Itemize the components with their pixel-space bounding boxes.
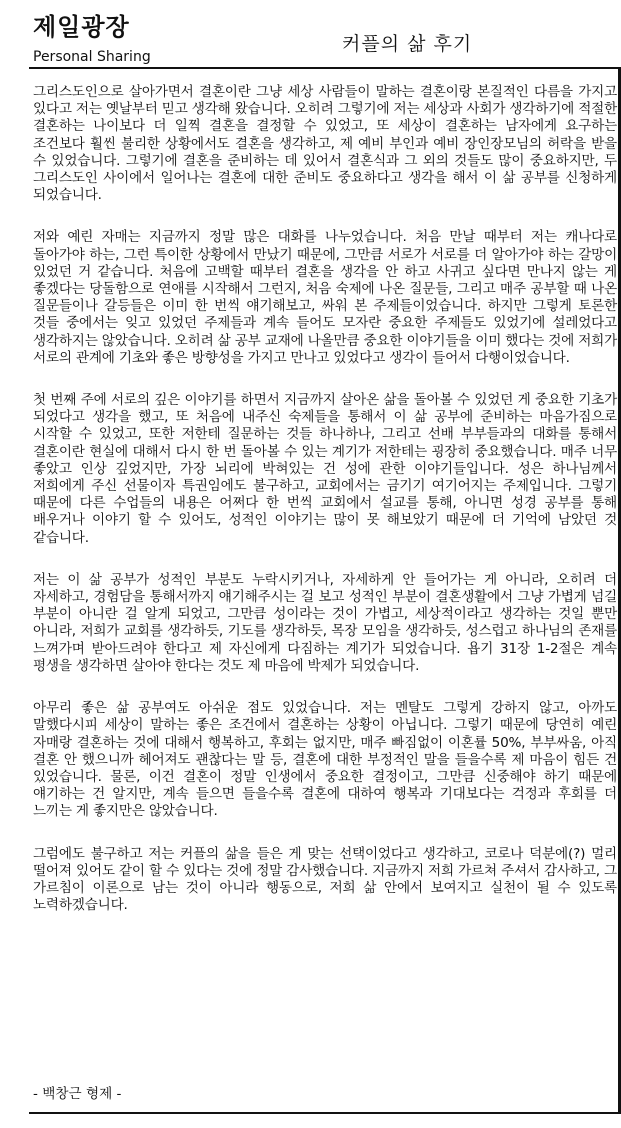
article-body <box>33 84 617 939</box>
paragraph-3: 첫 번째 주에 서로의 깊은 이야기를 하면서 지금까지 살아온 삶을 돌아볼 수 있었던 게 중요한 기초가 되었다고 생각을 했고, 또 처음에 내주신 숙제들을 통해서 이 삶 공부에 준비하는 마음가짐으로 시작할 수 있었고, 또한 저한테 질문하는 것들 하나하나, 그리고 선배 부부들과의 대화를 통해서 결혼이란 현실에 대해서 다시 한 번 돌아볼 수 있는 계기가 저한테는 굉장히 중요했습니다. 매주 너무 좋았고 인상 깊었지만, 가장 뇌리에 박혀있는 건 성에 관한 이야기들입니다. 성은 하나님께서 저희에게 주신 선물이자 특권임에도 불구하고, 교회에서는 금기기 여기어지는 주제입니다. 그렇기 때문에 다른 수업들의 내용은 어쩌다 한 번씩 교회에서 설교를 통해, 아니면 성경 공부를 통해 배우거나 이야기 할 수 있어도, 성적인 이야기는 많이 못 해보았기 때문에 더 기억에 남았던 것 같습니다. <box>33 392 617 546</box>
header-divider <box>29 67 621 69</box>
paragraph-4: 저는 이 삶 공부가 성적인 부분도 누락시키거나, 자세하게 안 들어가는 게 아니라, 오히려 더 자세하고, 경험담을 통해서까지 얘기해주시는 걸 보고 성적인 부분이 결혼생활에서 그냥 가볍게 넘길 부분이 아니란 걸 알게 되었고, 그만큼 성이라는 것이 가볍고, 세상적이라고 생각하는 것일 뿐만 아니라, 저희가 교회를 생각하듯, 기도를 생각하듯, 목장 모임을 생각하듯, 성스럽고 하나님의 존재를 느껴가며 받아드려야 한다고 제 자신에게 다짐하는 계기가 되었습니다. 욥기 31장 1-2절은 계속 평생을 생각하면 살아야 한다는 것도 제 마음에 박제가 되었습니다. <box>33 571 617 674</box>
brand-korean-title: 제일광장 <box>33 13 130 41</box>
author-signature: - 백창근 형제 - <box>33 1086 122 1102</box>
article-title: 커플의 삶 후기 <box>342 33 473 55</box>
paragraph-6: 그럼에도 불구하고 저는 커플의 삶을 들은 게 맞는 선택이었다고 생각하고, 코로나 덕분에(?) 멀리 떨어져 있어도 같이 할 수 있다는 것에 정말 감사했습니다. 지금까지 저희 가르쳐 주셔서 감사하고, 그 가르침이 이론으로 남는 것이 아니라 행동으로, 저희 삶 안에서 보여지고 실천이 될 수 있도록 노력하겠습니다. <box>33 845 617 914</box>
page-header <box>0 0 621 68</box>
paragraph-5: 아무리 좋은 삶 공부여도 아쉬운 점도 있었습니다. 저는 멘탈도 그렇게 강하지 않고, 아까도 말했다시피 세상이 말하는 좋은 조건에서 결혼하는 상황이 아닙니다. 그렇기 때문에 당연히 예린 자매랑 결혼하는 것에 대해서 행복하고, 후회는 없지만, 매주 빠짐없이 이혼률 50%, 부부싸움, 아직 결혼 안 했으니까 헤어져도 괜찮다는 말 등, 결혼에 대한 부정적인 말을 들을수록 제 마음이 힘든 건 있었습니다. 물론, 이건 결혼이 정말 인생에서 중요한 결정이고, 그만큼 신중해야 하기 때문에 얘기하는 건 알지만, 계속 들으면 들을수록 결혼에 대하여 행복과 기대보다는 걱정과 후회를 더 느끼는 게 좋지만은 않았습니다. <box>33 700 617 820</box>
brand-english-subtitle: Personal Sharing <box>33 49 151 65</box>
footer-divider <box>29 1112 621 1114</box>
paragraph-1: 그리스도인으로 살아가면서 결혼이란 그냥 세상 사람들이 말하는 결혼이랑 본질적인 다름을 가지고 있다고 저는 옛날부터 믿고 생각해 왔습니다. 오히려 그렇기에 저는 세상과 사회가 생각하기에 적절한 결혼하는 나이보다 더 일찍 결혼을 결정할 수 있었고, 또 세상이 결혼하는 남자에게 요구하는 조건보다 훨씬 불리한 상황에서도 결혼을 생각하고, 제 예비 부인과 예비 장인장모님의 허락을 받을 수 있었습니다. 그렇기에 결혼을 준비하는 데 있어서 결혼식과 그 외의 것들도 많이 중요하지만, 두 그리스도인 사이에서 일어나는 결혼에 대한 준비도 중요하다고 생각을 해서 이 삶 공부를 신청하게 되었습니다. <box>33 84 617 204</box>
paragraph-2: 저와 예린 자매는 지금까지 정말 많은 대화를 나누었습니다. 처음 만날 때부터 저는 캐나다로 돌아가야 하는, 그런 특이한 상황에서 만났기 때문에, 그만큼 서로가 서로를 더 알아가야 하는 갈망이 있었던 거 같습니다. 처음에 고백할 때부터 결혼을 생각을 안 하고 사귀고 싶다면 만나지 않는 게 좋겠다는 당돌함으로 연애를 시작해서 그런지, 처음 숙제에 나온 질문들, 그리고 매주 공부할 때 나온 질문들이나 갈등들은 이미 한 번씩 얘기해보고, 싸워 본 주제들이었습니다. 하지만 그렇게 토론한 것들 중에서는 잊고 있었던 주제들과 계속 들어도 모자란 중요한 주제들도 있었기에 설레었다고 생각하지는 않았습니다. 오히려 삶 공부 교재에 나올만큼 중요한 이야기들을 이미 했다는 것에 저희가 서로의 관계에 기초와 좋은 방향성을 가지고 만나고 있었다고 생각이 들어서 다행이었습니다. <box>33 229 617 366</box>
